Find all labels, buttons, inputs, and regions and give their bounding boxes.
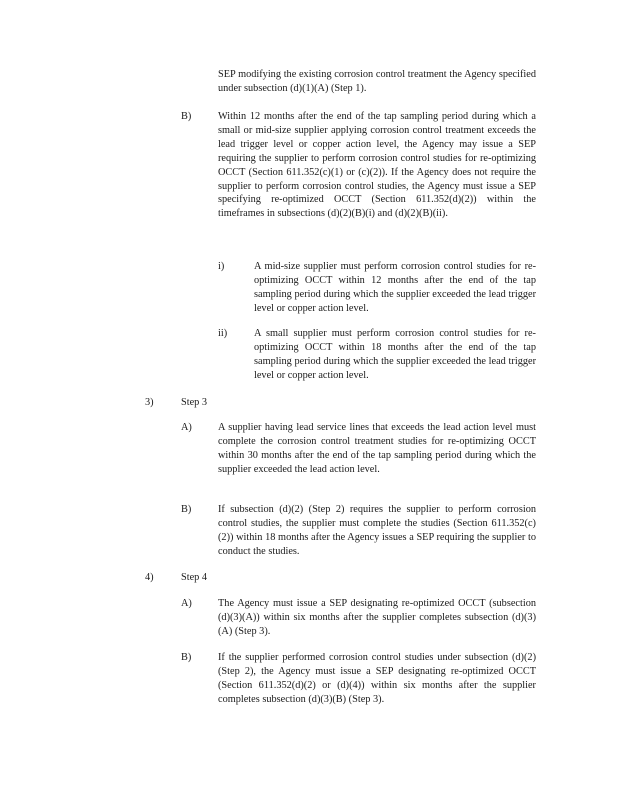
step3-marker: 3)	[145, 397, 154, 408]
step4-marker: 4)	[145, 572, 154, 583]
step3-a-paragraph: A supplier having lead service lines that exceeds the lead action level must complete the corrosion control treatment studies for re-optimizing OCCT within 30 months after the end of the tap sampling period during which the supplier exceeded the lead action level.	[218, 422, 536, 475]
step3-a-marker: A)	[181, 422, 192, 433]
step2-b-ii-paragraph: A small supplier must perform corrosion control studies for re-optimizing OCCT within 18 months after the end of the tap sampling period during which the supplier exceeded the lead trigger level or copper action level.	[254, 328, 536, 381]
step2-b-ii-marker: ii)	[218, 328, 228, 339]
step4-heading: Step 4	[181, 572, 208, 583]
step4-a-marker: A)	[181, 598, 192, 609]
step2-b-paragraph: Within 12 months after the end of the tap sampling period during which a small or mid-size supplier applying corrosion control treatment exceeds the lead trigger level or copper action level, the Agency may issue a SEP requiring the supplier to perform corrosion control studies for re-optimizing OCCT (Section 611.352(c)(1) or (c)(2)). If the Agency does not require the supplier to perform corrosion control studies, the Agency must issue a SEP specifying re-optimized OCCT (Section 611.352(d)(2)) within the timeframes in subsections (d)(2)(B)(i) and (d)(2)(B)(ii).	[218, 111, 536, 220]
step4-a-paragraph: The Agency must issue a SEP designating re-optimized OCCT (subsection (d)(3)(A)) within six months after the supplier completes subsection (d)(3)(A) (Step 3).	[218, 598, 536, 637]
step4-b-marker: B)	[181, 652, 192, 663]
step2-b-i-paragraph: A mid-size supplier must perform corrosion control studies for re-optimizing OCCT within 12 months after the end of the tap sampling period during which the supplier exceeded the lead trigger level or copper action level.	[254, 261, 536, 314]
step2-b-i-marker: i)	[218, 261, 225, 272]
step2-b-marker: B)	[181, 111, 192, 122]
step4-b-paragraph: If the supplier performed corrosion control studies under subsection (d)(2) (Step 2), the Agency must issue a SEP designating re-optimized OCCT (Section 611.352(d)(2) or (d)(4)) within six months after the supplier completes subsection (d)(3)(B) (Step 3).	[218, 652, 536, 705]
step3-b-paragraph: If subsection (d)(2) (Step 2) requires the supplier to perform corrosion control studies, the supplier must complete the studies (Section 611.352(c)(2)) within 18 months after the Agency issues a SEP requiring the supplier to conduct the studies.	[218, 504, 536, 557]
step3-b-marker: B)	[181, 504, 192, 515]
step3-heading: Step 3	[181, 397, 208, 408]
intro-continuation-paragraph: SEP modifying the existing corrosion control treatment the Agency specified under subsection (d)(1)(A) (Step 1).	[218, 69, 536, 94]
